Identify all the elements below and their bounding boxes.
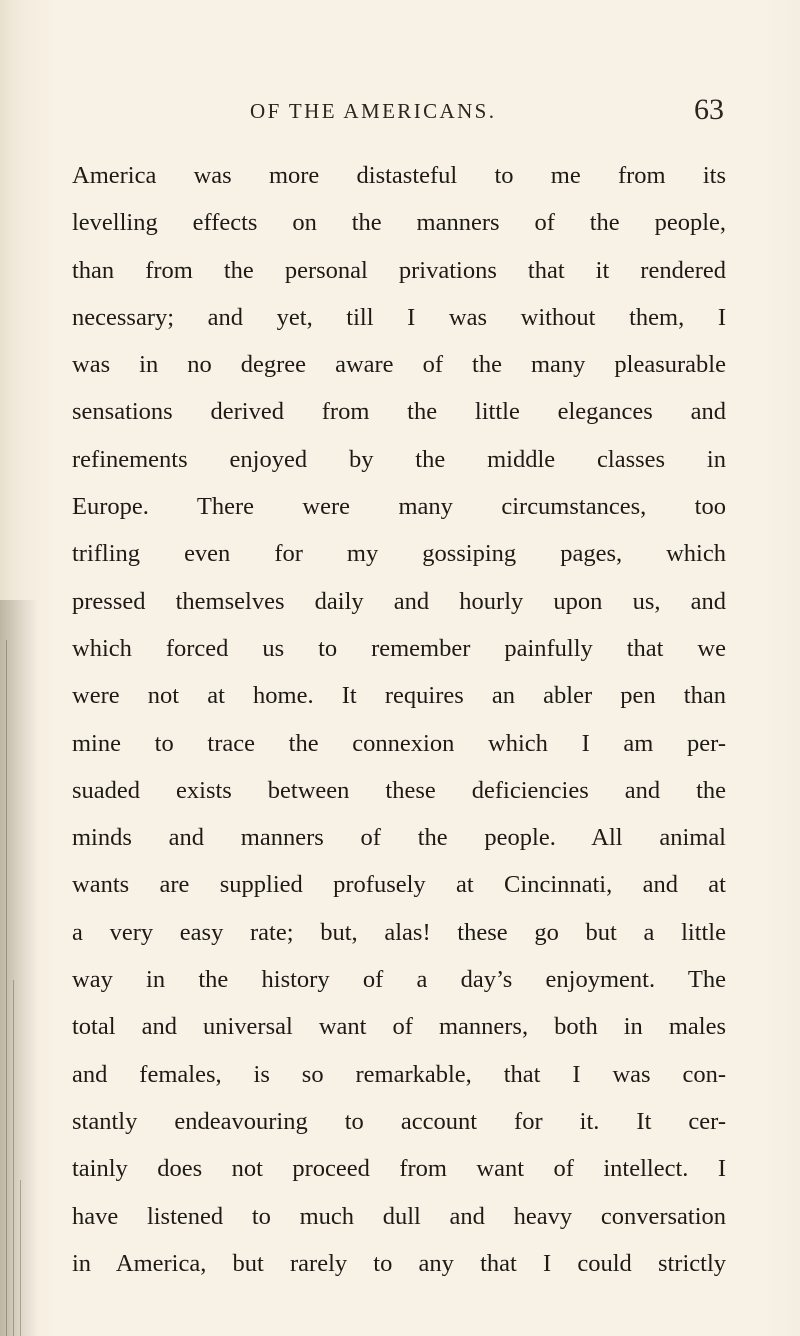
text-line: was in no degree aware of the many pleasurable — [72, 351, 726, 379]
text-line: levelling effects on the manners of the people, — [72, 209, 726, 237]
text-line: stantly endeavouring to account for it. It cer- — [72, 1107, 726, 1135]
text-line: in America, but rarely to any that I could strictly — [72, 1249, 726, 1277]
text-line: America was more distasteful to me from its — [72, 162, 726, 189]
text-line: suaded exists between these deficiencies and the — [72, 776, 726, 804]
text-line: wants are supplied profusely at Cincinnati, and at — [72, 871, 726, 899]
body-text — [72, 152, 726, 1287]
text-line: way in the history of a day’s enjoyment. The — [72, 966, 726, 994]
text-line: trifling even for my gossiping pages, which — [72, 540, 726, 568]
text-line: sensations derived from the little elegances and — [72, 398, 726, 426]
text-line: total and universal want of manners, both in males — [72, 1013, 726, 1041]
text-line: a very easy rate; but, alas! these go but a little — [72, 918, 726, 946]
text-line: pressed themselves daily and hourly upon us, and — [72, 587, 726, 615]
text-line: than from the personal privations that it rendered — [72, 256, 726, 284]
binding-edge-line — [13, 980, 14, 1336]
text-line: were not at home. It requires an abler pen than — [72, 682, 726, 710]
text-line: Europe. There were many circumstances, too — [72, 493, 726, 521]
binding-edge-line — [20, 1180, 21, 1336]
text-line: and females, is so remarkable, that I was con- — [72, 1060, 726, 1088]
running-head — [0, 93, 800, 133]
text-line: necessary; and yet, till I was without them, I — [72, 303, 726, 331]
text-line: refinements enjoyed by the middle classes in — [72, 445, 726, 473]
text-line: have listened to much dull and heavy conversation — [72, 1202, 726, 1230]
binding-edge-line — [6, 640, 7, 1336]
text-line: tainly does not proceed from want of intellect. I — [72, 1155, 726, 1183]
text-line: mine to trace the connexion which I am per- — [72, 729, 726, 757]
text-line: minds and manners of the people. All animal — [72, 824, 726, 852]
page-number: 63 — [694, 93, 724, 126]
running-title: OF THE AMERICANS. — [250, 99, 497, 123]
text-line: which forced us to remember painfully that we — [72, 634, 726, 662]
